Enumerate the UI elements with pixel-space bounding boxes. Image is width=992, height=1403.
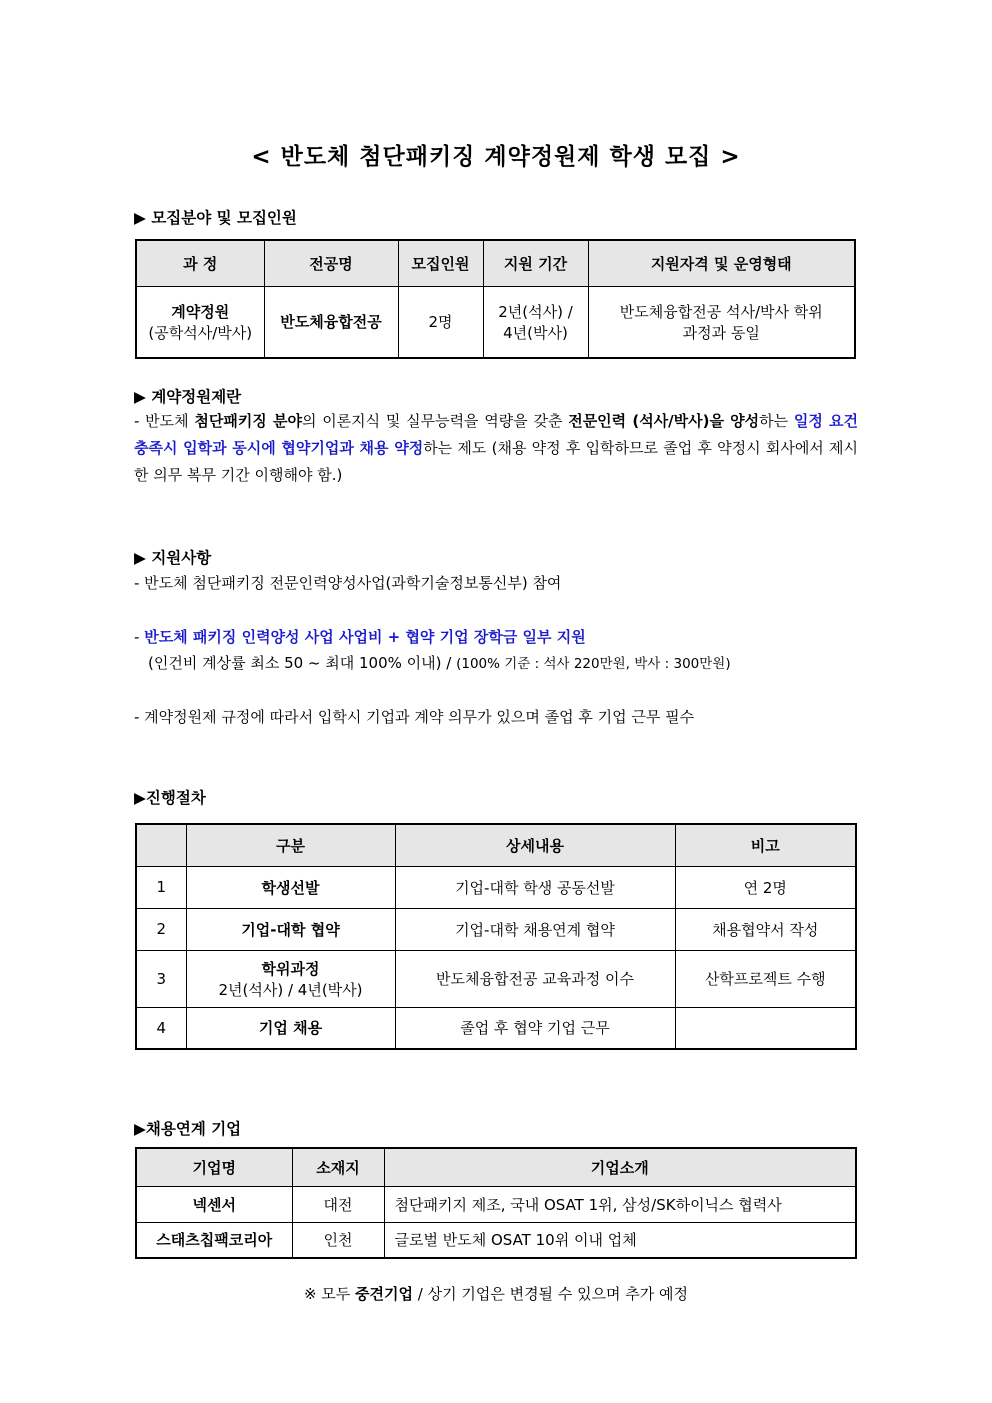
period-line-1: 2년(석사) / bbox=[498, 302, 573, 321]
row-detail: 졸업 후 협약 기업 근무 bbox=[395, 1007, 675, 1049]
def-text-4: 전문인력 (석사/박사)을 양성 bbox=[568, 412, 760, 430]
row-note bbox=[675, 1007, 856, 1049]
support-line-3-small: (100% 기준 : 석사 220만원, 박사 : 300만원) bbox=[456, 656, 731, 672]
header-qualification: 지원자격 및 운영형태 bbox=[588, 240, 855, 286]
companies-table bbox=[135, 1147, 857, 1259]
row-note: 연 2명 bbox=[675, 866, 856, 908]
company-desc: 글로벌 반도체 OSAT 10위 이내 업체 bbox=[384, 1222, 856, 1258]
header-major: 전공명 bbox=[264, 240, 398, 286]
company-location: 대전 bbox=[292, 1186, 384, 1222]
header-step: 구분 bbox=[186, 824, 395, 866]
support-line-2-text: 반도체 패키징 인력양성 사업 사업비 + 협약 기업 장학금 일부 지원 bbox=[144, 628, 586, 646]
table-row bbox=[136, 950, 856, 1007]
table-row bbox=[136, 866, 856, 908]
cell-count: 2명 bbox=[398, 286, 483, 358]
section-heading-definition: ▶ 계약정원제란 bbox=[134, 388, 242, 406]
procedure-table bbox=[135, 823, 857, 1050]
header-course: 과 정 bbox=[136, 240, 264, 286]
table-row bbox=[136, 1222, 856, 1258]
cell-course bbox=[136, 286, 264, 358]
course-main: 계약정원 bbox=[171, 302, 230, 321]
company-location: 인천 bbox=[292, 1222, 384, 1258]
section-heading-support: ▶ 지원사항 bbox=[134, 549, 212, 567]
row-step: 학생선발 bbox=[186, 866, 395, 908]
header-note: 비고 bbox=[675, 824, 856, 866]
row-step: 기업 채용 bbox=[186, 1007, 395, 1049]
support-line-3 bbox=[148, 652, 731, 673]
support-line-2-dash: - bbox=[134, 628, 145, 646]
qual-line-1: 반도체융합전공 석사/박사 학위 bbox=[619, 302, 823, 321]
page-title: < 반도체 첨단패키징 계약정원제 학생 모집 > bbox=[251, 144, 741, 170]
support-line-1: - 반도체 첨단패키징 전문인력양성사업(과학기술정보통신부) 참여 bbox=[134, 574, 562, 592]
recruitment-table bbox=[135, 239, 856, 359]
row-step: 기업-대학 협약 bbox=[186, 908, 395, 950]
footnote bbox=[0, 1283, 992, 1304]
row-no: 3 bbox=[136, 950, 186, 1007]
row-detail: 기업-대학 학생 공동선발 bbox=[395, 866, 675, 908]
row-step-sub: 2년(석사) / 4년(박사) bbox=[218, 980, 363, 999]
support-line-2 bbox=[134, 626, 586, 647]
company-desc: 첨단패키지 제조, 국내 OSAT 1위, 삼성/SK하이닉스 협력사 bbox=[384, 1186, 856, 1222]
footnote-pre: ※ 모두 bbox=[303, 1285, 356, 1303]
row-no: 2 bbox=[136, 908, 186, 950]
definition-paragraph bbox=[134, 408, 858, 489]
header-company-name: 기업명 bbox=[136, 1148, 292, 1186]
def-text-7: 하는 제도 (채용 약정 후 입학하므로 졸업 후 약정시 회사에서 제시한 의무 복무 기간 이행해야 함.) bbox=[134, 439, 858, 484]
def-text-3: 의 이론지식 및 실무능력을 역량을 갖춘 bbox=[301, 412, 569, 430]
qual-line-2: 과정과 동일 bbox=[682, 323, 760, 342]
row-note: 산학프로젝트 수행 bbox=[675, 950, 856, 1007]
table-row bbox=[136, 1007, 856, 1049]
header-detail: 상세내용 bbox=[395, 824, 675, 866]
def-text-2: 첨단패키징 분야 bbox=[194, 412, 302, 430]
header-company-desc: 기업소개 bbox=[384, 1148, 856, 1186]
cell-qualification bbox=[588, 286, 855, 358]
section-heading-recruitment: ▶ 모집분야 및 모집인원 bbox=[134, 209, 297, 227]
cell-major: 반도체융합전공 bbox=[264, 286, 398, 358]
table-row bbox=[136, 1186, 856, 1222]
course-sub: (공학석사/박사) bbox=[148, 323, 253, 342]
row-no: 4 bbox=[136, 1007, 186, 1049]
row-step-cell bbox=[186, 950, 395, 1007]
section-heading-companies: ▶채용연계 기업 bbox=[134, 1120, 242, 1138]
footnote-bold: 중견기업 bbox=[355, 1285, 413, 1303]
cell-period bbox=[483, 286, 588, 358]
def-text-1: - 반도체 bbox=[134, 412, 195, 430]
section-heading-procedure: ▶진행절차 bbox=[134, 789, 206, 807]
row-note: 채용협약서 작성 bbox=[675, 908, 856, 950]
def-text-5: 하는 bbox=[759, 412, 794, 430]
table-row bbox=[136, 908, 856, 950]
header-location: 소재지 bbox=[292, 1148, 384, 1186]
footnote-post: / 상기 기업은 변경될 수 있으며 추가 예정 bbox=[413, 1285, 689, 1303]
row-detail: 반도체융합전공 교육과정 이수 bbox=[395, 950, 675, 1007]
company-name: 넥센서 bbox=[136, 1186, 292, 1222]
company-name: 스태츠칩팩코리아 bbox=[136, 1222, 292, 1258]
row-step: 학위과정 bbox=[261, 959, 320, 978]
support-line-3-text: (인건비 계상률 최소 50 ~ 최대 100% 이내) / bbox=[148, 654, 457, 672]
header-period: 지원 기간 bbox=[483, 240, 588, 286]
row-no: 1 bbox=[136, 866, 186, 908]
header-count: 모집인원 bbox=[398, 240, 483, 286]
def-text-6: 일정 요건 충족시 입학과 동시에 협약기업과 채용 약정 bbox=[134, 412, 859, 457]
period-line-2: 4년(박사) bbox=[503, 323, 568, 342]
support-line-4: - 계약정원제 규정에 따라서 입학시 기업과 계약 의무가 있으며 졸업 후 기업 근무 필수 bbox=[134, 708, 695, 726]
header-no bbox=[136, 824, 186, 866]
row-detail: 기업-대학 채용연계 협약 bbox=[395, 908, 675, 950]
